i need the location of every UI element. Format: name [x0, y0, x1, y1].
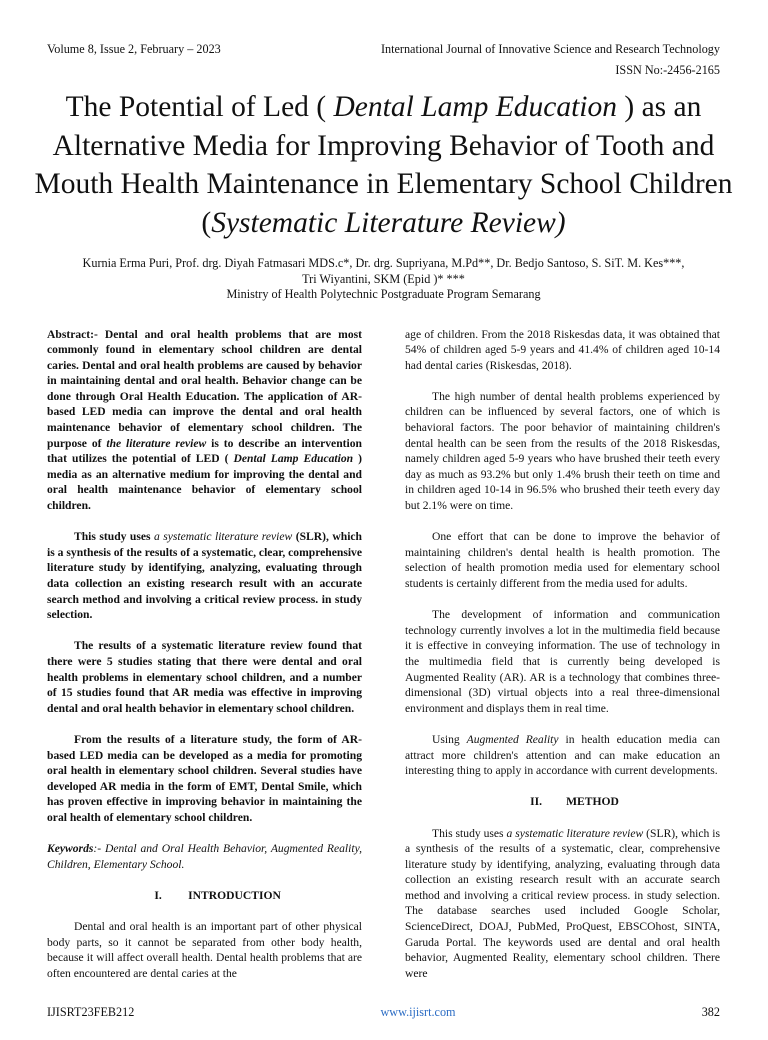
text-run: The Potential of Led (	[65, 91, 334, 123]
text-run: age of children. From the 2018 Riskesdas data, it was obtained that 54% of children aged 5-9 years and 41.4% of children aged 10-14 had dental caries (Riskesdas, 2018).	[405, 327, 720, 372]
italic-text: a systematic literature review	[506, 826, 644, 840]
footer-paper-id: IJISRT23FEB212	[47, 1005, 135, 1020]
italic-text: :- Dental and Oral Health Behavior, Augmented Reality, Children, Elementary School.	[47, 842, 362, 871]
header-issn: ISSN No:-2456-2165	[615, 63, 720, 77]
paragraph	[405, 529, 720, 591]
author-block	[30, 256, 737, 303]
text-run: One effort that can be done to improve the behavior of maintaining children's dental health is health promotion. The selection of health promotion media used for elementary school students is certainly different from the media used for adults.	[405, 530, 720, 590]
text-run: in health education media can attract more children's attention and can make education an interesting thing to apply in accordance with current developments.	[405, 732, 720, 778]
text-run: The development of information and communication technology currently involves a lot in the multimedia field because it is effective in conveying information. The use of technology in the multimedia field that is currently being developed is Augmented Reality (AR). AR is a technology that combines three-dimensional (3D) virtual objects into a real three-dimensional environment and displays them in real time.	[405, 608, 720, 715]
paragraph	[405, 327, 720, 374]
paragraph	[47, 919, 362, 981]
paragraph	[47, 841, 362, 872]
italic-text: Dental Lamp Education	[333, 91, 618, 123]
paragraph	[405, 607, 720, 716]
header-volume-issue: Volume 8, Issue 2, February – 2023	[47, 42, 221, 56]
text-run: This study uses	[74, 530, 154, 544]
paragraph	[47, 529, 362, 623]
italic-text: Systematic Literature Review)	[211, 206, 566, 239]
text-run: (SLR), which is a synthesis of the results of a systematic, clear, comprehensive literature study by identifying, analyzing, evaluating through data collection an existing research result with an accurate search method and involving a critical review process. in study selection. The database searches used included Google Scholar, ScienceDirect, DOAJ, PubMed, ProQuest, EBSCOhost, SINTA, Garuda Portal. The keywords used are dental and oral health behavior, Augmented Reality, elementary school children. There were	[405, 826, 720, 980]
author-list-line-1: Kurnia Erma Puri, Prof. drg. Diyah Fatmasari MDS.c*, Dr. drg. Supriyana, M.Pd**, Dr. Bedjo Santoso, S. SiT. M. Kes***,	[82, 256, 685, 270]
paragraph	[47, 638, 362, 716]
right-column	[405, 327, 720, 998]
running-header	[47, 42, 720, 57]
italic-text: Augmented Reality	[466, 732, 559, 746]
paper-title	[30, 88, 737, 242]
text-run: is to describe an intervention that utilizes the potential of LED (	[47, 436, 362, 466]
paragraph	[405, 732, 720, 779]
italic-text: a systematic literature review	[153, 530, 293, 544]
section-number: I.	[154, 888, 162, 902]
page-footer	[47, 1005, 720, 1020]
text-run: The high number of dental health problems experienced by children can be influenced by several factors, one of which is behavioral factors. The poor behavior of maintaining children's dental health can be seen from the results of the 2018 Riskesdas, namely children aged 5-9 years who have brushed their teeth every day as much as 93.2% but only 1.4% brush their teeth on time and in children aged 10-14 in 96.5% who brushed their teeth every day but 2.1% were on time.	[405, 389, 720, 513]
text-run: (SLR), which is a synthesis of the results of a systematic, clear, comprehensive literature study by identifying, analyzing, evaluating through data collection an existing research result with an accurate search method and involving a critical review process. in study selection.	[47, 530, 363, 622]
paragraph	[405, 826, 720, 982]
text-run: Dental and oral health is an important part of other physical body parts, so it cannot be separated from other body health, because it will affect overall health. Dental health problems that are often encountered are dental caries at the	[47, 920, 362, 980]
text-run: The results of a systematic literature review found that there were 5 studies stating that there were dental and oral health problems in elementary school children, and a number of 15 studies found that AR media was effective in improving dental and oral health behavior in elementary school children.	[47, 639, 362, 715]
text-run: Abstract:- Dental and oral health problems that are most commonly found in elementary school children are dental caries. Dental and oral health problems are caused by behavior in maintaining dental and oral health. Behavior change can be done through Oral Health Education. The application of AR-based LED media can improve the dental and oral health maintenance behavior of elementary school children. The purpose of	[47, 327, 362, 450]
paragraph	[47, 327, 362, 514]
section-title: INTRODUCTION	[188, 888, 281, 902]
footer-website-link[interactable]: www.ijisrt.com	[380, 1005, 456, 1020]
page-number: 382	[701, 1005, 720, 1020]
section-number: II.	[530, 795, 543, 809]
paragraph	[405, 389, 720, 514]
body-columns	[47, 327, 720, 998]
header-journal-name: International Journal of Innovative Science and Research Technology	[380, 42, 720, 56]
text-run: ) as an Alternative Media for Improving Behavior of Tooth and Mouth Health Maintenance in Elementary School Children (	[34, 91, 733, 239]
paragraph	[47, 732, 362, 826]
text-run: This study uses	[432, 826, 507, 840]
italic-text: the literature review	[106, 436, 207, 450]
italic-text: Dental Lamp Education	[233, 452, 354, 466]
author-list-line-2: Tri Wiyantini, SKM (Epid )* ***	[302, 271, 465, 286]
text-run: Using	[432, 732, 467, 746]
text-run: ) media as an alternative medium for improving the dental and oral health maintenance behavior of elementary school children.	[47, 452, 362, 513]
section-title: METHOD	[566, 795, 619, 809]
section-heading	[47, 888, 362, 904]
italic-text: Keywords	[47, 842, 94, 856]
author-affiliation: Ministry of Health Polytechnic Postgraduate Program Semarang	[226, 287, 541, 301]
section-heading	[405, 794, 720, 810]
text-run: From the results of a literature study, the form of AR-based LED media can be developed as a media for promoting oral health in elementary school children. Several studies have developed AR media in the form of EMT, Dental Smile, which has proven effective in improving behavior in maintaining the oral health of elementary school children.	[47, 732, 362, 824]
left-column	[47, 327, 362, 998]
